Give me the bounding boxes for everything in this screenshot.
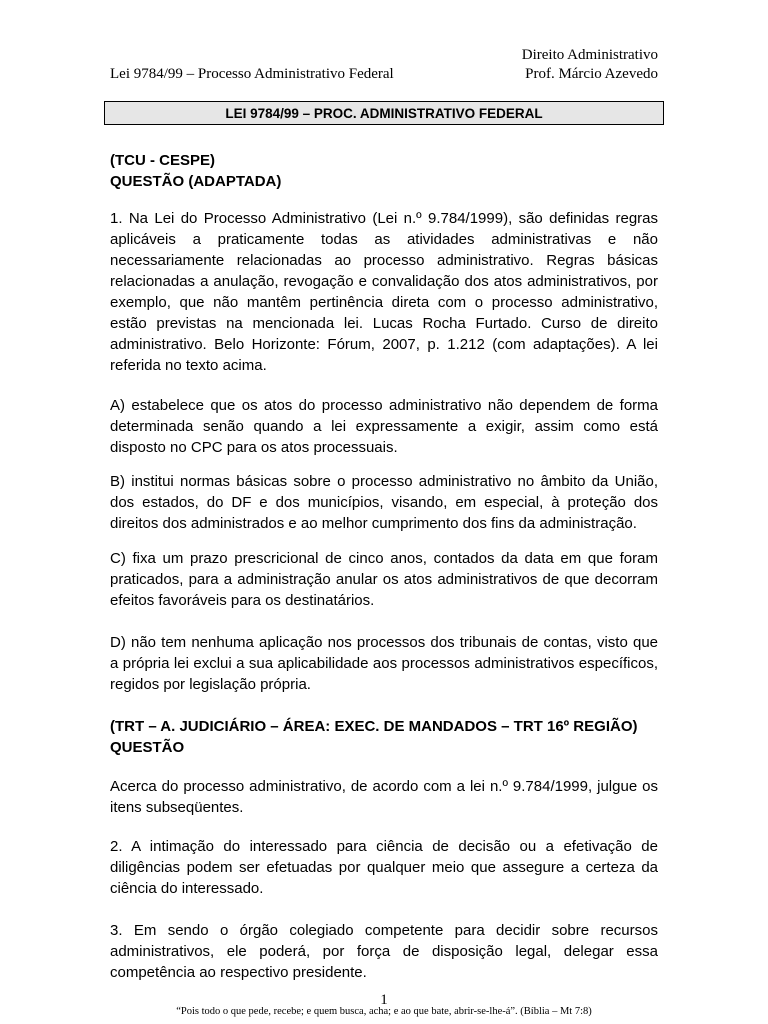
section-tcu: [110, 150, 658, 192]
question-3: 3. Em sendo o órgão colegiado competente para decidir sobre recursos administrativos, ele poderá, por força de disposição legal, delegar essa competência ao respectivo presidente.: [110, 922, 658, 981]
question-text: 1. Na Lei do Processo Administrativo (Lei n.º 9.784/1999), são definidas regras aplicáveis a praticamente todas as atividades administrativas e não necessariamente relacionadas ao processo administrativo. Regras básicas relacionadas a anulação, revogação e convalidação dos atos administrativos, por exemplo, que não mantêm pertinência direta com o processo administrativo, estão previstas na mencionada lei. Lucas Rocha Furtado. Curso de direito administrativo. Belo Horizonte: Fórum, 2007, p. 1.212 (com adaptações). A lei referida no texto acima.: [110, 210, 658, 374]
header-professor: Prof. Márcio Azevedo: [525, 66, 658, 82]
question-2: 2. A intimação do interessado para ciência de decisão ou a efetivação de diligências podem ser efetuadas por qualquer meio que assegure a certeza da ciência do interessado.: [110, 838, 658, 897]
document-title: LEI 9784/99 – PROC. ADMINISTRATIVO FEDERAL: [104, 101, 664, 125]
header-left: Lei 9784/99 – Processo Administrativo Federal: [110, 66, 394, 82]
option-a: A) estabelece que os atos do processo administrativo não dependem de forma determinada senão quando a lei expressamente a exigir, assim como está disposto no CPC para os atos processuais.: [110, 397, 658, 456]
option-d: D) não tem nenhuma aplicação nos processos dos tribunais de contas, visto que a própria lei exclui a sua aplicabilidade aos processos administrativos específicos, regidos por legislação própria.: [110, 634, 658, 693]
header-right: [522, 46, 658, 84]
section-heading: (TRT – A. JUDICIÁRIO – ÁREA: EXEC. DE MANDADOS – TRT 16º REGIÃO): [110, 718, 638, 735]
section-trt: [110, 716, 658, 758]
question-heading: QUESTÃO (ADAPTADA): [110, 173, 282, 190]
option-c: C) fixa um prazo prescricional de cinco anos, contados da data em que foram praticados, para a administração anular os atos administrativos de que decorram efeitos favoráveis para os destinatários.: [110, 550, 658, 609]
option-b: B) institui normas básicas sobre o processo administrativo no âmbito da União, dos estados, do DF e dos municípios, visando, em especial, à proteção dos direitos dos administrados e ao melhor cumprimento dos fins da administração.: [110, 473, 658, 532]
question-1: [110, 208, 658, 376]
question-heading: QUESTÃO: [110, 739, 185, 756]
header-subject: Direito Administrativo: [521, 47, 658, 63]
footer-quote: “Pois todo o que pede, recebe; e quem busca, acha; e ao que bate, abrir-se-lhe-á”. (Bíblia – Mt 7:8): [176, 1006, 592, 1017]
page-number: 1: [380, 992, 388, 1008]
section-heading: (TCU - CESPE): [110, 152, 215, 169]
section-intro: Acerca do processo administrativo, de acordo com a lei n.º 9.784/1999, julgue os itens subseqüentes.: [110, 778, 658, 816]
